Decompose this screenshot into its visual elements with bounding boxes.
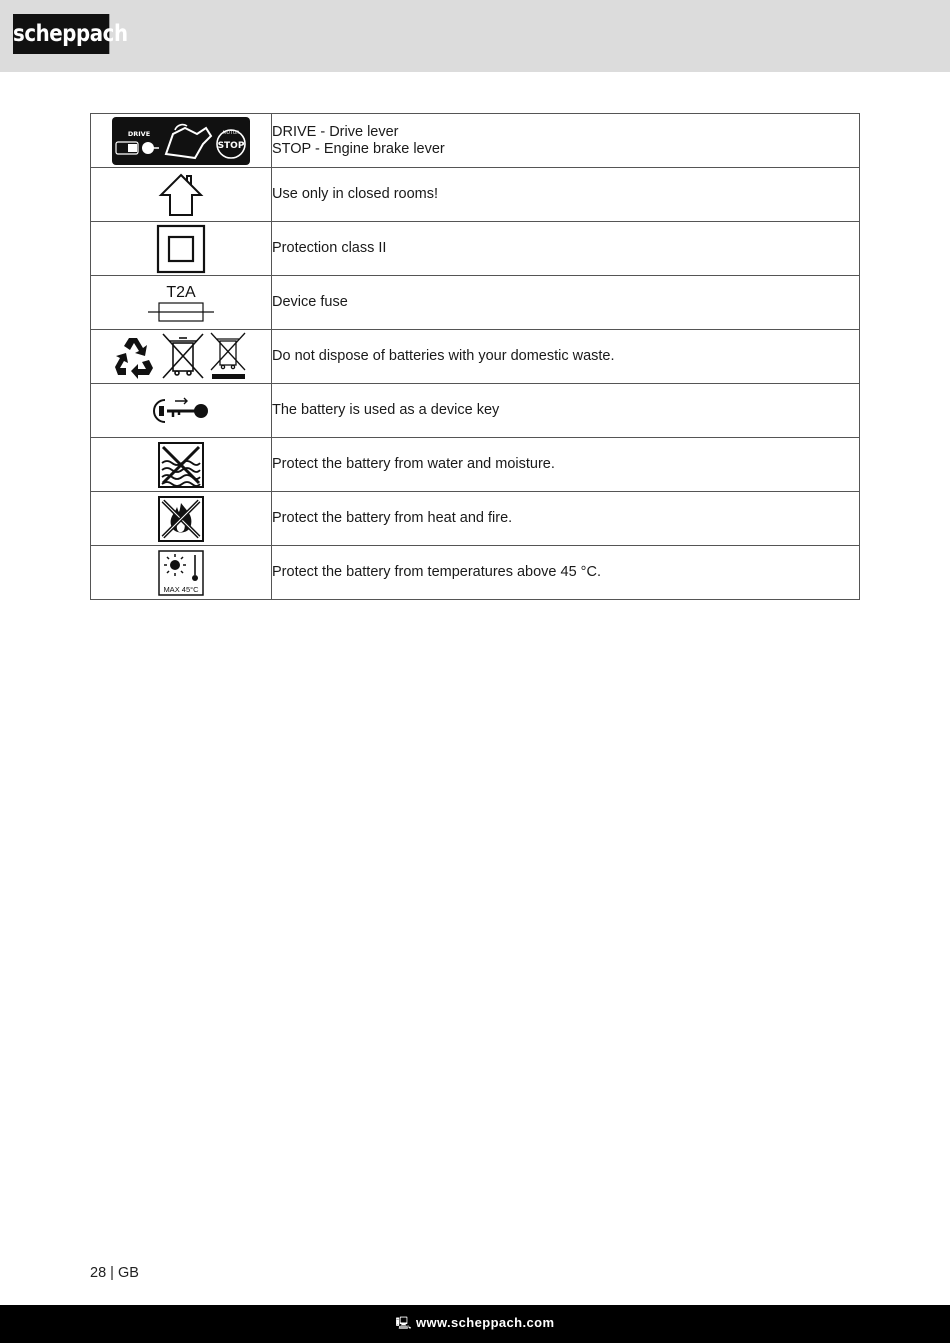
drive-label: DRIVE: [127, 129, 151, 138]
row-text: The battery is used as a device key: [272, 402, 500, 418]
row-text: Protection class II: [272, 240, 387, 256]
motor-label: MOTOR: [222, 130, 240, 136]
icon-cell: [91, 222, 272, 276]
icon-cell: [91, 438, 272, 492]
table-row: [91, 492, 860, 546]
row-text: Device fuse: [272, 294, 348, 310]
icon-cell: [91, 492, 272, 546]
table-row: [91, 276, 860, 330]
row-text: Protect the battery from heat and fire.: [272, 510, 513, 526]
icon-cell: [91, 546, 272, 600]
page-footer: [0, 1305, 950, 1343]
no-fire-icon: [157, 495, 205, 543]
recycling-crossed-bin-icon: [111, 332, 251, 382]
description-cell: [272, 546, 860, 600]
description-cell: [272, 222, 860, 276]
table-row: [91, 438, 860, 492]
description-cell: [272, 168, 860, 222]
icon-cell: [91, 330, 272, 384]
fuse-rating-label: T2A: [166, 283, 196, 301]
no-water-icon: [157, 441, 205, 489]
icon-cell: [91, 276, 272, 330]
fuse-icon: [146, 281, 216, 325]
drive-stop-lever-icon: [111, 116, 251, 166]
protection-class-ii-icon: [156, 224, 206, 274]
table-row: [91, 168, 860, 222]
row-text: DRIVE - Drive lever: [272, 123, 399, 140]
row-text: Use only in closed rooms!: [272, 186, 439, 202]
website-link[interactable]: www.scheppach.com: [415, 1315, 555, 1330]
page-header: [0, 0, 950, 72]
icon-cell: [91, 384, 272, 438]
description-cell: [272, 438, 860, 492]
table-row: [91, 114, 860, 168]
max-temperature-icon: [157, 549, 205, 597]
row-text: Protect the battery from water and moisture.: [272, 456, 555, 472]
table-row: [91, 384, 860, 438]
symbols-table: [90, 113, 860, 600]
description-cell: [272, 276, 860, 330]
page-number: 28 | GB: [90, 1265, 139, 1281]
scheppach-logo: scheppach: [13, 14, 109, 54]
description-cell: [272, 114, 860, 168]
table-row: [91, 330, 860, 384]
row-text: Do not dispose of batteries with your domestic waste.: [272, 348, 615, 364]
icon-cell: [91, 114, 272, 168]
description-cell: [272, 384, 860, 438]
battery-key-icon: [151, 396, 211, 426]
description-cell: [272, 492, 860, 546]
table-row: [91, 546, 860, 600]
table-row: [91, 222, 860, 276]
row-text: Protect the battery from temperatures above 45 °C.: [272, 564, 601, 580]
icon-cell: [91, 168, 272, 222]
description-cell: [272, 330, 860, 384]
max-temp-label: MAX 45°C: [163, 584, 199, 594]
row-text-2: STOP - Engine brake lever: [272, 140, 445, 157]
computer-icon: 🖳︎: [395, 1316, 412, 1330]
stop-label: STOP: [217, 140, 245, 151]
house-icon: [157, 172, 205, 218]
